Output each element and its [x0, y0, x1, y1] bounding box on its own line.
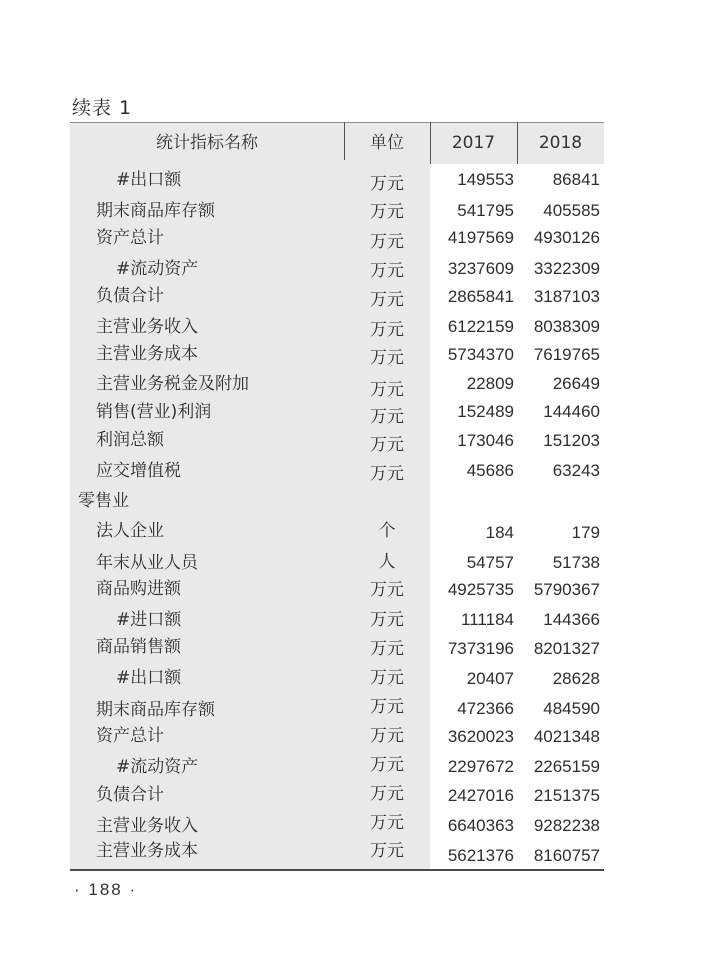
row-name: 利润总额	[96, 430, 164, 450]
row-value-2018: 5790367	[533, 580, 600, 599]
row-value-2018: 8201327	[533, 639, 600, 658]
row-name: 应交增值税	[96, 461, 181, 481]
row-value-2017: 20407	[466, 669, 514, 688]
row-name: 法人企业	[96, 521, 164, 541]
row-unit: 万元	[370, 232, 404, 252]
page-number: · 188 ·	[74, 880, 138, 899]
row-value-2018: 3187103	[533, 287, 600, 306]
row-unit: 万元	[370, 320, 404, 340]
row-value-2017: 6640363	[447, 816, 514, 835]
row-name: #进口额	[116, 610, 182, 630]
row-value-2017: 5621376	[447, 846, 514, 865]
row-unit: 万元	[370, 348, 404, 368]
row-value-2018: 7619765	[533, 345, 600, 364]
row-name: 资产总计	[96, 228, 164, 248]
row-unit: 万元	[370, 784, 404, 804]
row-value-2017: 3620023	[447, 727, 514, 746]
row-name: 负债合计	[96, 286, 164, 306]
row-name: 零售业	[78, 491, 129, 511]
row-name: 商品购进额	[96, 579, 181, 599]
row-name: 主营业务收入	[96, 816, 198, 836]
row-unit: 万元	[370, 435, 404, 455]
row-value-2018: 2151375	[533, 786, 600, 805]
statistics-table	[70, 122, 604, 872]
row-unit: 万元	[370, 668, 404, 688]
row-unit: 万元	[370, 639, 404, 659]
row-value-2017: 472366	[457, 699, 514, 718]
row-value-2018: 405585	[543, 201, 600, 220]
header-2017: 2017	[451, 133, 496, 153]
row-value-2018: 8038309	[533, 317, 600, 336]
row-value-2017: 541795	[457, 201, 514, 220]
row-unit: 万元	[370, 726, 404, 746]
header-name: 统计指标名称	[156, 133, 258, 153]
row-name: 主营业务税金及附加	[96, 374, 249, 394]
row-value-2018: 144460	[543, 402, 600, 421]
row-name: #流动资产	[116, 757, 199, 777]
row-value-2017: 4197569	[447, 228, 514, 247]
row-value-2018: 9282238	[533, 816, 600, 835]
row-value-2017: 6122159	[447, 317, 514, 336]
row-value-2018: 4930126	[533, 228, 600, 247]
row-unit: 万元	[370, 380, 404, 400]
row-unit: 万元	[370, 841, 404, 861]
row-name: 资产总计	[96, 726, 164, 746]
row-unit: 万元	[370, 813, 404, 833]
row-unit: 万元	[370, 261, 404, 281]
row-value-2017: 2865841	[447, 287, 514, 306]
row-name: 期末商品库存额	[96, 700, 215, 720]
row-unit: 万元	[370, 290, 404, 310]
header-2018: 2018	[538, 133, 583, 153]
row-value-2017: 184	[485, 523, 514, 542]
row-value-2017: 149553	[457, 170, 514, 189]
row-value-2017: 5734370	[447, 345, 514, 364]
row-value-2018: 51738	[552, 553, 600, 572]
row-value-2017: 22809	[466, 374, 514, 393]
row-value-2017: 2297672	[447, 757, 514, 776]
row-value-2017: 7373196	[447, 639, 514, 658]
row-unit: 万元	[370, 580, 404, 600]
row-value-2018: 151203	[543, 431, 600, 450]
row-name: #出口额	[116, 170, 182, 190]
row-value-2018: 28628	[552, 669, 600, 688]
table-caption: 续表 1	[72, 97, 133, 119]
row-name: 主营业务成本	[96, 344, 198, 364]
row-unit: 个	[378, 521, 396, 541]
row-value-2018: 8160757	[533, 846, 600, 865]
row-unit: 万元	[370, 697, 404, 717]
row-value-2017: 111184	[461, 610, 514, 629]
row-value-2018: 179	[571, 523, 600, 542]
row-value-2017: 54757	[466, 553, 514, 572]
row-value-2017: 45686	[466, 461, 514, 480]
row-unit: 万元	[370, 755, 404, 775]
row-unit: 万元	[370, 407, 404, 427]
row-unit: 万元	[370, 174, 404, 194]
row-unit: 万元	[370, 464, 404, 484]
row-value-2018: 4021348	[533, 727, 600, 746]
row-value-2017: 3237609	[447, 259, 514, 278]
row-value-2018: 3322309	[533, 259, 600, 278]
row-value-2017: 173046	[457, 431, 514, 450]
row-value-2018: 144366	[543, 610, 600, 629]
row-name: 主营业务收入	[96, 317, 198, 337]
row-value-2018: 2265159	[533, 757, 600, 776]
row-value-2018: 86841	[552, 170, 600, 189]
row-value-2017: 2427016	[447, 786, 514, 805]
row-name: 销售(营业)利润	[96, 402, 212, 422]
row-name: #出口额	[116, 668, 182, 688]
row-name: 主营业务成本	[96, 841, 198, 861]
row-name: 期末商品库存额	[96, 201, 215, 221]
row-name: #流动资产	[116, 259, 199, 279]
row-value-2017: 152489	[457, 402, 514, 421]
row-name: 负债合计	[96, 785, 164, 805]
row-unit: 万元	[370, 610, 404, 630]
row-value-2018: 26649	[552, 374, 600, 393]
row-unit: 人	[378, 552, 396, 572]
row-value-2017: 4925735	[447, 580, 514, 599]
row-unit: 万元	[370, 202, 404, 222]
row-value-2018: 63243	[552, 461, 600, 480]
header-unit: 单位	[370, 133, 404, 153]
row-name: 商品销售额	[96, 637, 181, 657]
row-name: 年末从业人员	[96, 553, 198, 573]
row-value-2018: 484590	[543, 699, 600, 718]
